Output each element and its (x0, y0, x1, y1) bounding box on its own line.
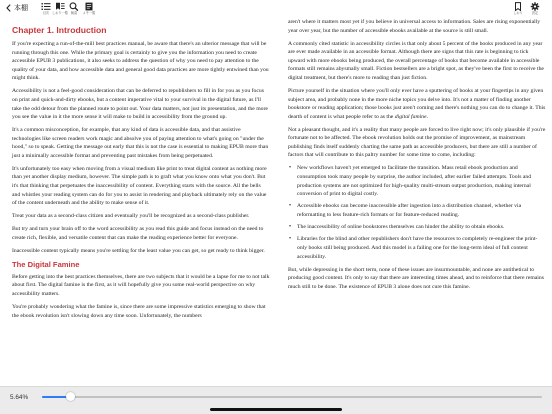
bookmark-icon (513, 2, 523, 11)
home-indicator[interactable] (210, 408, 342, 411)
reading-progress-bar (0, 386, 552, 414)
chevron-left-icon (6, 4, 11, 12)
paragraph: You're probably wondering what the famine is, since there are some impressive statistics emerging to show that the ebook revolution isn't slowing down any time soon. Unfortunately, the numbers (12, 303, 266, 319)
progress-percentage: 5.64% (10, 394, 29, 401)
paragraph: aren't where it matters most yet if you believe in universal access to information. Sales are rising exponentially year over year, but the number of accessible ebooks available at the source is still small. (288, 19, 541, 34)
paragraph: Treat your data as a second-class citizen and eventually you'll be recognized as a second-class publisher. (12, 213, 250, 220)
paragraph: Accessibility is not a feel-good consideration that can be deferred to republishers to fill in for you as you focus on print and quick-and-dirty ebooks, but a content imperative vital to your survival in the digital future, as I'll take the odd detour from the planned route to point out. Your data matters, not just its presentation, and the more you see the value in it the more sense it will make to build in accessibility from the ground up. (12, 88, 268, 121)
progress-slider[interactable] (42, 396, 542, 398)
search-caption: 検索 (70, 11, 78, 15)
paragraph: But, while depressing in the short term, none of these issues are insurmountable, and none are antithetical to producing good content. It's only to say that there are interesting times ahead, and to reinforce that there remains much still to be done. The existence of EPUB 3 alone does not cure this famine. (288, 266, 544, 290)
back-label: 本棚 (14, 4, 28, 12)
list-item: • The inaccessibility of online bookstores themselves can hinder the ability to obtain ebooks. (288, 223, 546, 232)
paragraph: Before getting into the best practices themselves, there are two subjects that it would be a lapse for me to not talk about first. The digital famine is the first, as it will hopefully give you some real-world perspective on why accessibility matters. (12, 273, 270, 297)
memo-icon (84, 2, 94, 11)
toc-caption: 目次 (42, 11, 50, 15)
settings-caption: 設定 (531, 11, 539, 15)
list-item: • Libraries for the blind and other republishers don't have the resources to completely re-engineer the print-only books still being produced. And this model is a failing one for the long-term ideal of full content accessibility. (288, 235, 546, 261)
memo-list-caption: メモ一覧 (82, 11, 96, 15)
chapter-title: Chapter 1. Introduction (12, 25, 107, 35)
bookmark-caption: しおり (513, 11, 523, 15)
paragraph: But try and turn your brain off to the word accessibility as you read this guide and focus instead on the need to create rich, flexible, and versatile content that can make the reading experience better for everyone. (12, 226, 264, 241)
search-icon (69, 2, 79, 11)
back-to-bookshelf-button[interactable] (6, 4, 28, 12)
paragraph: It's unfortunately too easy when moving from a visual medium like print to treat digital content as nothing more than yet another display medium, however. The simple path is to graft what you know onto what you don't. But it's that thinking that perpetuates the inaccessibility of content. Everything starts with the source. All the bells and whistles your reading system can do for you to assist in rendering and playback ultimately rely on the value of the content underneath and the ability to make sense of it. (12, 165, 267, 207)
bookmark-list-icon (55, 2, 65, 11)
search-button[interactable] (66, 2, 82, 15)
paragraph: It's a common misconception, for example, that any kind of data is accessible data, and that assistive technologies like screen readers work magic and absolve you of paying attention to what's going on "under the hood," so to speak. Getting the message out early that this is not the case is essential to making EPUB more than just a minimally accessible format and preventing past mistakes from being perpetuated. (12, 127, 269, 159)
memo-list-button[interactable] (81, 2, 97, 15)
section-title: The Digital Famine (12, 259, 80, 269)
paragraph: If you're expecting a run-of-the-mill best practices manual, be aware that there's an ulterior message that will be running through this one. While the primary goal is certainly to give you the information you need to create accessible EPUB 3 publications, it also seeks to address the question of why you need to pay attention to the quality of your data, and how accessible data and general good data practices are more tightly entwined than you might think. (12, 41, 269, 82)
bookmark-list-caption: しおり一覧 (52, 11, 68, 15)
gear-icon (530, 2, 540, 11)
paragraph: Picture yourself in the situation where you'll only ever have a sputtering of books at your fingertips in any given subject area, and probably none in the more niche topics you delve into. It's not a matter of finding another bookstore or reading application; those books just aren't coming and there's nothing you can do to change it. This dearth of content is what people refer to as the digital famine. (288, 87, 546, 120)
paragraph: A commonly cited statistic in accessibility circles is that only about 5 percent of the books produced in any year are ever made available in an accessible format. Although there are signs that this rate is beginning to tick upward with more ebooks being produced, the overall percentage of books that become available in accessible formats still remains abysmally small. Fiction bestsellers are a bright spot, as they've been the first to receive the digital treatment, but there's more to reading than just fiction. (288, 40, 544, 81)
list-item: • New workflows haven't yet emerged to facilitate the transition. Mass retail ebook production and consumption took many people by surprise, the author included, after earlier failed attempts. Tools and production systems are not optimized for high-quality multi-stream output production, making internal conversion of print to digital costly. (288, 164, 546, 198)
bullet-list (288, 164, 546, 261)
paragraph: Inaccessible content typically means you're settling for the least value you can get, so get ready to think bigger. (12, 247, 265, 254)
list-item: • Accessible ebooks can become inaccessible after ingestion into a distribution channel, whether via reformatting to less feature-rich formats or for feature-reduced reading. (288, 202, 546, 219)
left-page-column (12, 22, 270, 325)
emphasized-term: digital famine (394, 113, 427, 120)
paragraph: Not a pleasant thought, and it's a reality that many people are forced to live right now; it's only plausible if you're fortunate not to be affected. The ebook revolution holds out the promise of improvement, as mainstream publishing finds itself suddenly charting the same path as accessible producers, but there are still a number of factors that will contribute to this paltry number for some time to come, including: (288, 126, 546, 159)
right-page-column (288, 18, 546, 296)
list-icon (41, 2, 51, 11)
settings-button[interactable] (527, 2, 543, 15)
progress-slider-thumb[interactable] (66, 392, 75, 401)
add-bookmark-button[interactable] (510, 2, 526, 15)
